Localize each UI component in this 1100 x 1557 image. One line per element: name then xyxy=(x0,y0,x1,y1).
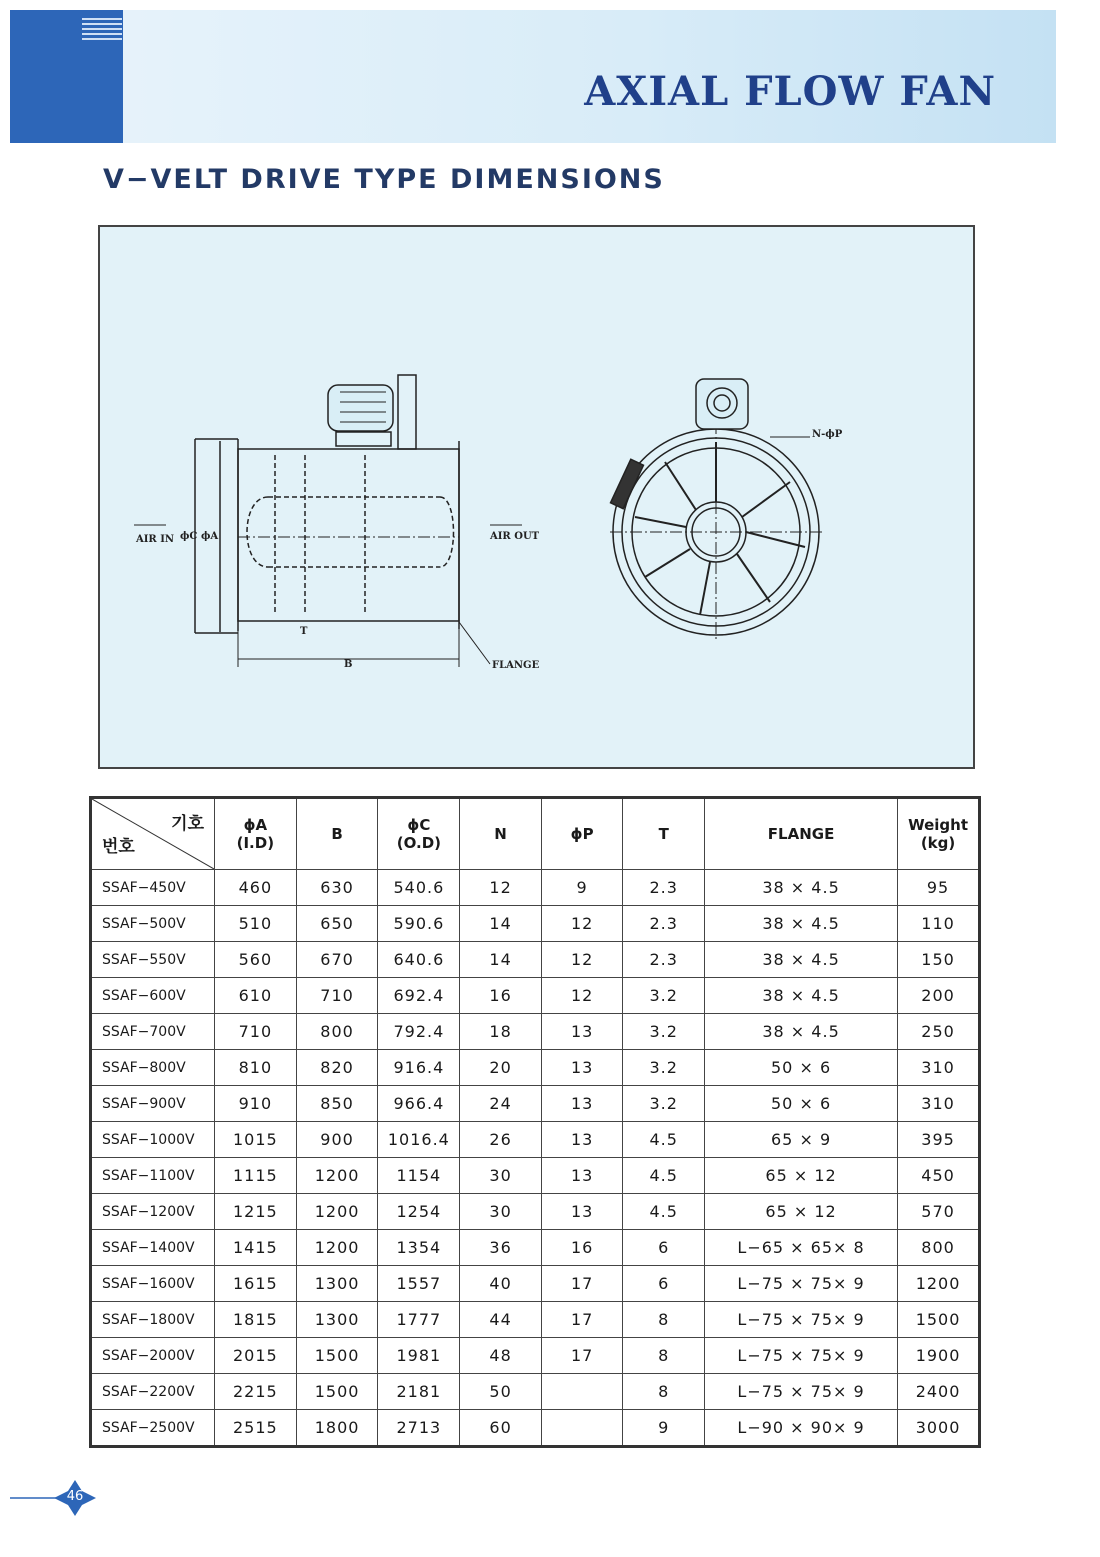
value-cell: 2.3 xyxy=(623,942,705,978)
value-cell: 8 xyxy=(623,1338,705,1374)
table-row xyxy=(91,978,980,1014)
value-cell: 38 × 4.5 xyxy=(705,1014,898,1050)
value-cell: 2713 xyxy=(378,1410,460,1447)
value-cell: 44 xyxy=(460,1302,542,1338)
value-cell: 670 xyxy=(296,942,378,978)
value-cell: 800 xyxy=(296,1014,378,1050)
value-cell: 150 xyxy=(898,942,980,978)
table-row xyxy=(91,1302,980,1338)
value-cell: 1615 xyxy=(215,1266,297,1302)
value-cell: 250 xyxy=(898,1014,980,1050)
value-cell: 450 xyxy=(898,1158,980,1194)
value-cell: 2515 xyxy=(215,1410,297,1447)
value-cell: 1500 xyxy=(296,1338,378,1374)
value-cell: 30 xyxy=(460,1194,542,1230)
value-cell: 1154 xyxy=(378,1158,460,1194)
value-cell: 1354 xyxy=(378,1230,460,1266)
value-cell: 800 xyxy=(898,1230,980,1266)
value-cell: 4.5 xyxy=(623,1158,705,1194)
value-cell: 710 xyxy=(215,1014,297,1050)
value-cell: 200 xyxy=(898,978,980,1014)
model-cell: SSAF−2200V xyxy=(91,1374,215,1410)
value-cell: 50 xyxy=(460,1374,542,1410)
model-cell: SSAF−1200V xyxy=(91,1194,215,1230)
value-cell: 4.5 xyxy=(623,1194,705,1230)
value-cell: 17 xyxy=(541,1302,623,1338)
label-b: B xyxy=(344,659,353,670)
table-row xyxy=(91,1014,980,1050)
model-cell: SSAF−1800V xyxy=(91,1302,215,1338)
value-cell: 8 xyxy=(623,1302,705,1338)
dimension-table xyxy=(89,796,981,1448)
header-banner xyxy=(10,10,1056,143)
value-cell: 3.2 xyxy=(623,978,705,1014)
table-row xyxy=(91,942,980,978)
section-subtitle: V−VELT DRIVE TYPE DIMENSIONS xyxy=(103,164,665,195)
table-row xyxy=(91,1086,980,1122)
table-row xyxy=(91,1158,980,1194)
header-phi-a: ϕA (I.D) xyxy=(215,798,297,870)
corner-symbol-label: 기호 xyxy=(171,814,204,834)
value-cell: 1200 xyxy=(296,1230,378,1266)
value-cell: 65 × 12 xyxy=(705,1158,898,1194)
value-cell: 24 xyxy=(460,1086,542,1122)
value-cell: 1200 xyxy=(898,1266,980,1302)
value-cell: 2015 xyxy=(215,1338,297,1374)
value-cell: 1500 xyxy=(296,1374,378,1410)
label-air-in: AIR IN xyxy=(136,534,175,545)
value-cell: 12 xyxy=(541,978,623,1014)
value-cell: 12 xyxy=(460,870,542,906)
label-flange: FLANGE xyxy=(492,660,540,671)
label-phi-c: ϕC xyxy=(180,531,198,542)
value-cell: 1254 xyxy=(378,1194,460,1230)
value-cell: 50 × 6 xyxy=(705,1086,898,1122)
value-cell: 13 xyxy=(541,1050,623,1086)
value-cell: 630 xyxy=(296,870,378,906)
table-row xyxy=(91,1194,980,1230)
value-cell: 6 xyxy=(623,1266,705,1302)
value-cell: 710 xyxy=(296,978,378,1014)
value-cell: 16 xyxy=(460,978,542,1014)
value-cell: 110 xyxy=(898,906,980,942)
value-cell: L−90 × 90× 9 xyxy=(705,1410,898,1447)
value-cell: 16 xyxy=(541,1230,623,1266)
value-cell xyxy=(541,1410,623,1447)
value-cell: 13 xyxy=(541,1194,623,1230)
value-cell: 1300 xyxy=(296,1266,378,1302)
value-cell: 6 xyxy=(623,1230,705,1266)
value-cell: 2.3 xyxy=(623,870,705,906)
value-cell: 4.5 xyxy=(623,1122,705,1158)
value-cell: 395 xyxy=(898,1122,980,1158)
header-phi-p: ϕP xyxy=(541,798,623,870)
value-cell: 9 xyxy=(541,870,623,906)
table-row xyxy=(91,1374,980,1410)
value-cell: 570 xyxy=(898,1194,980,1230)
header-b: B xyxy=(296,798,378,870)
value-cell: 13 xyxy=(541,1086,623,1122)
banner-lines-decoration xyxy=(82,18,122,43)
value-cell: 1300 xyxy=(296,1302,378,1338)
label-n-phi-p: N-ϕP xyxy=(812,429,843,440)
model-cell: SSAF−900V xyxy=(91,1086,215,1122)
model-cell: SSAF−600V xyxy=(91,978,215,1014)
value-cell: 8 xyxy=(623,1374,705,1410)
value-cell: 3.2 xyxy=(623,1050,705,1086)
value-cell: 13 xyxy=(541,1158,623,1194)
value-cell: 20 xyxy=(460,1050,542,1086)
value-cell: 590.6 xyxy=(378,906,460,942)
motor-front xyxy=(696,379,748,429)
value-cell: 1200 xyxy=(296,1194,378,1230)
label-t: T xyxy=(300,626,308,637)
value-cell: 1815 xyxy=(215,1302,297,1338)
value-cell: 12 xyxy=(541,906,623,942)
header-weight: Weight (kg) xyxy=(898,798,980,870)
value-cell: 65 × 12 xyxy=(705,1194,898,1230)
value-cell: 1800 xyxy=(296,1410,378,1447)
table-row xyxy=(91,906,980,942)
label-air-out: AIR OUT xyxy=(490,531,540,542)
value-cell: 50 × 6 xyxy=(705,1050,898,1086)
value-cell: 310 xyxy=(898,1086,980,1122)
value-cell: 1016.4 xyxy=(378,1122,460,1158)
value-cell: 650 xyxy=(296,906,378,942)
table-body xyxy=(91,870,980,1447)
value-cell: 910 xyxy=(215,1086,297,1122)
value-cell: 95 xyxy=(898,870,980,906)
value-cell: 966.4 xyxy=(378,1086,460,1122)
value-cell: 9 xyxy=(623,1410,705,1447)
model-cell: SSAF−500V xyxy=(91,906,215,942)
header-corner-cell xyxy=(91,798,215,870)
value-cell: L−75 × 75× 9 xyxy=(705,1338,898,1374)
header-n: N xyxy=(460,798,542,870)
value-cell: 610 xyxy=(215,978,297,1014)
model-cell: SSAF−1600V xyxy=(91,1266,215,1302)
value-cell: 810 xyxy=(215,1050,297,1086)
value-cell: 30 xyxy=(460,1158,542,1194)
table-row xyxy=(91,1266,980,1302)
value-cell: 2215 xyxy=(215,1374,297,1410)
model-cell: SSAF−2500V xyxy=(91,1410,215,1447)
value-cell: 540.6 xyxy=(378,870,460,906)
value-cell: L−65 × 65× 8 xyxy=(705,1230,898,1266)
value-cell: 310 xyxy=(898,1050,980,1086)
value-cell: 820 xyxy=(296,1050,378,1086)
value-cell: L−75 × 75× 9 xyxy=(705,1374,898,1410)
value-cell: 1981 xyxy=(378,1338,460,1374)
value-cell: 14 xyxy=(460,942,542,978)
value-cell: 510 xyxy=(215,906,297,942)
value-cell: 1215 xyxy=(215,1194,297,1230)
table-row xyxy=(91,1230,980,1266)
model-cell: SSAF−1100V xyxy=(91,1158,215,1194)
label-phi-a: ϕA xyxy=(201,531,219,542)
value-cell: 13 xyxy=(541,1122,623,1158)
value-cell: 60 xyxy=(460,1410,542,1447)
value-cell: 1200 xyxy=(296,1158,378,1194)
model-cell: SSAF−550V xyxy=(91,942,215,978)
table-row xyxy=(91,1410,980,1447)
model-cell: SSAF−1000V xyxy=(91,1122,215,1158)
value-cell: 1115 xyxy=(215,1158,297,1194)
value-cell: 460 xyxy=(215,870,297,906)
page-title: AXIAL FLOW FAN xyxy=(584,68,996,115)
value-cell: 2181 xyxy=(378,1374,460,1410)
value-cell: 12 xyxy=(541,942,623,978)
page-number: 46 xyxy=(66,1489,84,1504)
table-row xyxy=(91,1338,980,1374)
value-cell: 3000 xyxy=(898,1410,980,1447)
value-cell: 3.2 xyxy=(623,1014,705,1050)
value-cell: 38 × 4.5 xyxy=(705,978,898,1014)
value-cell: 916.4 xyxy=(378,1050,460,1086)
table-header-row xyxy=(91,798,980,870)
value-cell: 1557 xyxy=(378,1266,460,1302)
value-cell: 3.2 xyxy=(623,1086,705,1122)
table-row xyxy=(91,1122,980,1158)
header-t: T xyxy=(623,798,705,870)
fan-casing-side xyxy=(238,449,459,621)
value-cell: 38 × 4.5 xyxy=(705,942,898,978)
value-cell: 36 xyxy=(460,1230,542,1266)
value-cell: 640.6 xyxy=(378,942,460,978)
value-cell: 48 xyxy=(460,1338,542,1374)
header-flange: FLANGE xyxy=(705,798,898,870)
value-cell: 65 × 9 xyxy=(705,1122,898,1158)
model-cell: SSAF−2000V xyxy=(91,1338,215,1374)
value-cell: 17 xyxy=(541,1338,623,1374)
table-row xyxy=(91,1050,980,1086)
value-cell: 26 xyxy=(460,1122,542,1158)
corner-number-label: 번호 xyxy=(102,837,135,857)
model-cell: SSAF−1400V xyxy=(91,1230,215,1266)
value-cell: 692.4 xyxy=(378,978,460,1014)
value-cell: 13 xyxy=(541,1014,623,1050)
value-cell: 850 xyxy=(296,1086,378,1122)
value-cell: 1015 xyxy=(215,1122,297,1158)
value-cell: 560 xyxy=(215,942,297,978)
value-cell: 792.4 xyxy=(378,1014,460,1050)
value-cell: 38 × 4.5 xyxy=(705,906,898,942)
value-cell: 17 xyxy=(541,1266,623,1302)
value-cell: 38 × 4.5 xyxy=(705,870,898,906)
value-cell: L−75 × 75× 9 xyxy=(705,1302,898,1338)
fan-drawing-svg xyxy=(100,227,973,767)
model-cell: SSAF−800V xyxy=(91,1050,215,1086)
header-phi-c: ϕC (O.D) xyxy=(378,798,460,870)
value-cell: 18 xyxy=(460,1014,542,1050)
model-cell: SSAF−450V xyxy=(91,870,215,906)
table-row xyxy=(91,870,980,906)
dimension-drawing xyxy=(98,225,975,769)
value-cell: 1777 xyxy=(378,1302,460,1338)
value-cell: 900 xyxy=(296,1122,378,1158)
value-cell: 1900 xyxy=(898,1338,980,1374)
value-cell: 2.3 xyxy=(623,906,705,942)
value-cell: 40 xyxy=(460,1266,542,1302)
value-cell: 1500 xyxy=(898,1302,980,1338)
value-cell: 1415 xyxy=(215,1230,297,1266)
value-cell: 2400 xyxy=(898,1374,980,1410)
value-cell: 14 xyxy=(460,906,542,942)
value-cell: L−75 × 75× 9 xyxy=(705,1266,898,1302)
value-cell xyxy=(541,1374,623,1410)
model-cell: SSAF−700V xyxy=(91,1014,215,1050)
